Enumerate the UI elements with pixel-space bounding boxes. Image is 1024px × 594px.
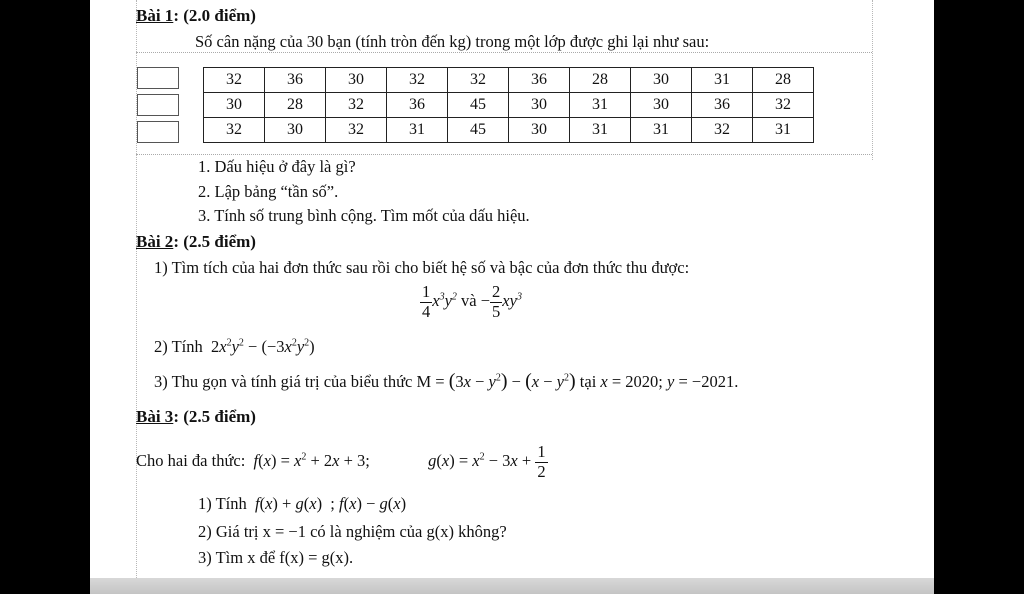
table-cell: 28 xyxy=(265,93,326,118)
bai3-question-3: 3) Tìm x để f(x) = g(x). xyxy=(198,548,354,567)
table-cell: 32 xyxy=(692,118,753,143)
table-cell: 31 xyxy=(570,93,631,118)
table-cell: 31 xyxy=(753,118,814,143)
bai2-question-1: 1) Tìm tích của hai đơn thức sau rồi cho biết hệ số và bậc của đơn thức thu được: xyxy=(154,258,690,277)
bai3-question-2: 2) Giá trị x = −1 có là nghiệm của g(x) không? xyxy=(198,522,507,541)
table-cell: 32 xyxy=(753,93,814,118)
table-cell: 30 xyxy=(265,118,326,143)
bai2-question-3: 3) Thu gọn và tính giá trị của biểu thức $M = (3x - y^2) - (x - y^2)$ tại x = 2020; y = −2021. xyxy=(154,370,739,392)
table-cell: 32 xyxy=(204,118,265,143)
table-cell: 30 xyxy=(631,93,692,118)
table-row xyxy=(204,118,814,143)
table-cell: 30 xyxy=(631,68,692,93)
table-row xyxy=(204,93,814,118)
margin-box xyxy=(137,121,179,143)
table-cell: 32 xyxy=(448,68,509,93)
bai1-intro: Số cân nặng của 30 bạn (tính tròn đến kg) trong một lớp được ghi lại như sau: xyxy=(195,32,710,51)
monomials-formula: $\frac{1}{4}$ $x^3y^2$ và − $\frac{2}{5}$ $xy^3$ xyxy=(422,282,522,321)
table-cell: 30 xyxy=(509,93,570,118)
table-cell: 45 xyxy=(448,118,509,143)
table-cell: 30 xyxy=(509,118,570,143)
bai3-question-1: 1) Tính f(x) + g(x) ; f(x) − g(x) xyxy=(198,494,407,513)
weight-table xyxy=(203,67,814,143)
text-row-guide xyxy=(136,154,872,156)
bai1-question-1: 1. Dấu hiệu ở đây là gì? xyxy=(198,157,356,176)
table-cell: 36 xyxy=(692,93,753,118)
bai1-question-2: 2. Lập bảng “tần số”. xyxy=(198,182,339,201)
table-cell: 32 xyxy=(204,68,265,93)
margin-box xyxy=(137,94,179,116)
table-cell: 30 xyxy=(204,93,265,118)
table-cell: 36 xyxy=(509,68,570,93)
table-cell: 28 xyxy=(570,68,631,93)
bai3-heading: Bài 3: (2.5 điểm) xyxy=(136,407,256,426)
bai2-heading: Bài 2: (2.5 điểm) xyxy=(136,232,256,251)
table-cell: 30 xyxy=(326,68,387,93)
text-row-guide xyxy=(136,52,872,54)
table-cell: 36 xyxy=(387,93,448,118)
document-page xyxy=(90,0,934,578)
bai1-heading: Bài 1: (2.0 điểm) xyxy=(136,6,256,25)
bai1-question-3: 3. Tính số trung bình cộng. Tìm mốt của dấu hiệu. xyxy=(198,206,530,225)
margin-box xyxy=(137,67,179,89)
table-cell: 28 xyxy=(753,68,814,93)
table-cell: 32 xyxy=(387,68,448,93)
table-cell: 36 xyxy=(265,68,326,93)
table-cell: 31 xyxy=(692,68,753,93)
table-row xyxy=(204,68,814,93)
table-cell: 32 xyxy=(326,118,387,143)
table-cell: 45 xyxy=(448,93,509,118)
table-cell: 31 xyxy=(631,118,692,143)
horizontal-scrollbar[interactable] xyxy=(90,578,934,594)
bai3-intro: Cho hai đa thức: $f(x) = x^2 + 2x + 3$; $g(x) = x^2 - 3x$ + $\frac{1}{2}$ xyxy=(136,442,546,481)
table-cell: 31 xyxy=(570,118,631,143)
table-cell: 32 xyxy=(326,93,387,118)
margin-guide-right xyxy=(872,0,873,160)
table-cell: 31 xyxy=(387,118,448,143)
bai2-question-2: 2) Tính $2x^2y^2 - (-3x^2y^2)$ xyxy=(154,337,315,356)
